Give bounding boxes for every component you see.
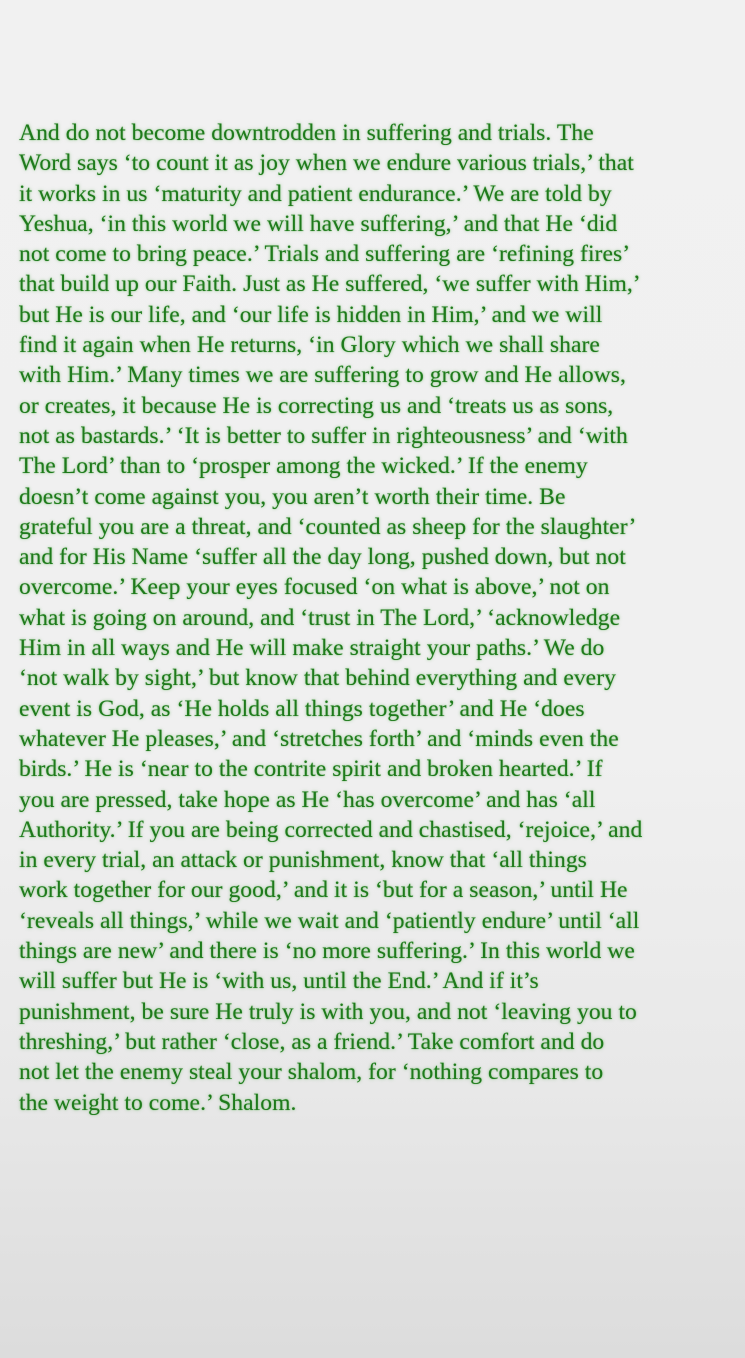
passage-line: find it again when He returns, ‘in Glory which we shall share <box>19 332 600 359</box>
passage-line: overcome.’ Keep your eyes focused ‘on what is above,’ not on <box>19 574 610 601</box>
passage-line: threshing,’ but rather ‘close, as a friend.’ Take comfort and do <box>19 1028 605 1055</box>
passage-line: Him in all ways and He will make straight your paths.’ We do <box>19 635 605 662</box>
passage-line: And do not become downtrodden in suffering and trials. The <box>19 120 594 146</box>
passage-line: and for His Name ‘suffer all the day long, pushed down, but not <box>19 544 626 571</box>
passage-line: in every trial, an attack or punishment, know that ‘all things <box>19 847 587 874</box>
passage-line: with Him.’ Many times we are suffering to grow and He allows, <box>19 362 626 389</box>
passage-line: it works in us ‘maturity and patient endurance.’ We are told by <box>19 180 612 207</box>
passage-line: Yeshua, ‘in this world we will have suffering,’ and that He ‘did <box>19 210 618 237</box>
passage-line: punishment, be sure He truly is with you, and not ‘leaving you to <box>19 998 637 1025</box>
passage-line: Authority.’ If you are being corrected and chastised, ‘rejoice,’ and <box>19 816 643 843</box>
passage-line: what is going on around, and ‘trust in The Lord,’ ‘acknowledge <box>19 604 621 631</box>
passage-line: birds.’ He is ‘near to the contrite spirit and broken hearted.’ If <box>19 756 603 783</box>
passage-line: grateful you are a threat, and ‘counted as sheep for the slaughter’ <box>19 513 637 540</box>
passage-line: or creates, it because He is correcting us and ‘treats us as sons, <box>19 392 614 419</box>
passage-line: ‘not walk by sight,’ but know that behind everything and every <box>19 665 616 692</box>
passage-line: doesn’t come against you, you aren’t worth their time. Be <box>19 483 566 510</box>
passage-line: not as bastards.’ ‘It is better to suffer in righteousness’ and ‘with <box>19 422 628 449</box>
passage-line: Word says ‘to count it as joy when we endure various trials,’ that <box>19 150 634 177</box>
passage-line: The Lord’ than to ‘prosper among the wicked.’ If the enemy <box>19 453 588 480</box>
passage-line: will suffer but He is ‘with us, until the End.’ And if it’s <box>19 968 539 995</box>
passage-line: event is God, as ‘He holds all things together’ and He ‘does <box>19 695 585 722</box>
passage-line: work together for our good,’ and it is ‘but for a season,’ until He <box>19 877 628 904</box>
passage-line: ‘reveals all things,’ while we wait and ‘patiently endure’ until ‘all <box>19 907 640 934</box>
passage-line: you are pressed, take hope as He ‘has overcome’ and has ‘all <box>19 786 596 813</box>
passage-line: things are new’ and there is ‘no more suffering.’ In this world we <box>19 938 635 965</box>
passage-line: the weight to come.’ Shalom. <box>19 1089 297 1116</box>
devotional-passage <box>19 118 743 1118</box>
passage-line: that build up our Faith. Just as He suffered, ‘we suffer with Him,’ <box>19 271 641 298</box>
passage-line: not come to bring peace.’ Trials and suffering are ‘refining fires’ <box>19 241 631 268</box>
passage-line: whatever He pleases,’ and ‘stretches forth’ and ‘minds even the <box>19 725 619 752</box>
passage-line: not let the enemy steal your shalom, for ‘nothing compares to <box>19 1059 604 1086</box>
passage-line: but He is our life, and ‘our life is hidden in Him,’ and we will <box>19 301 603 328</box>
